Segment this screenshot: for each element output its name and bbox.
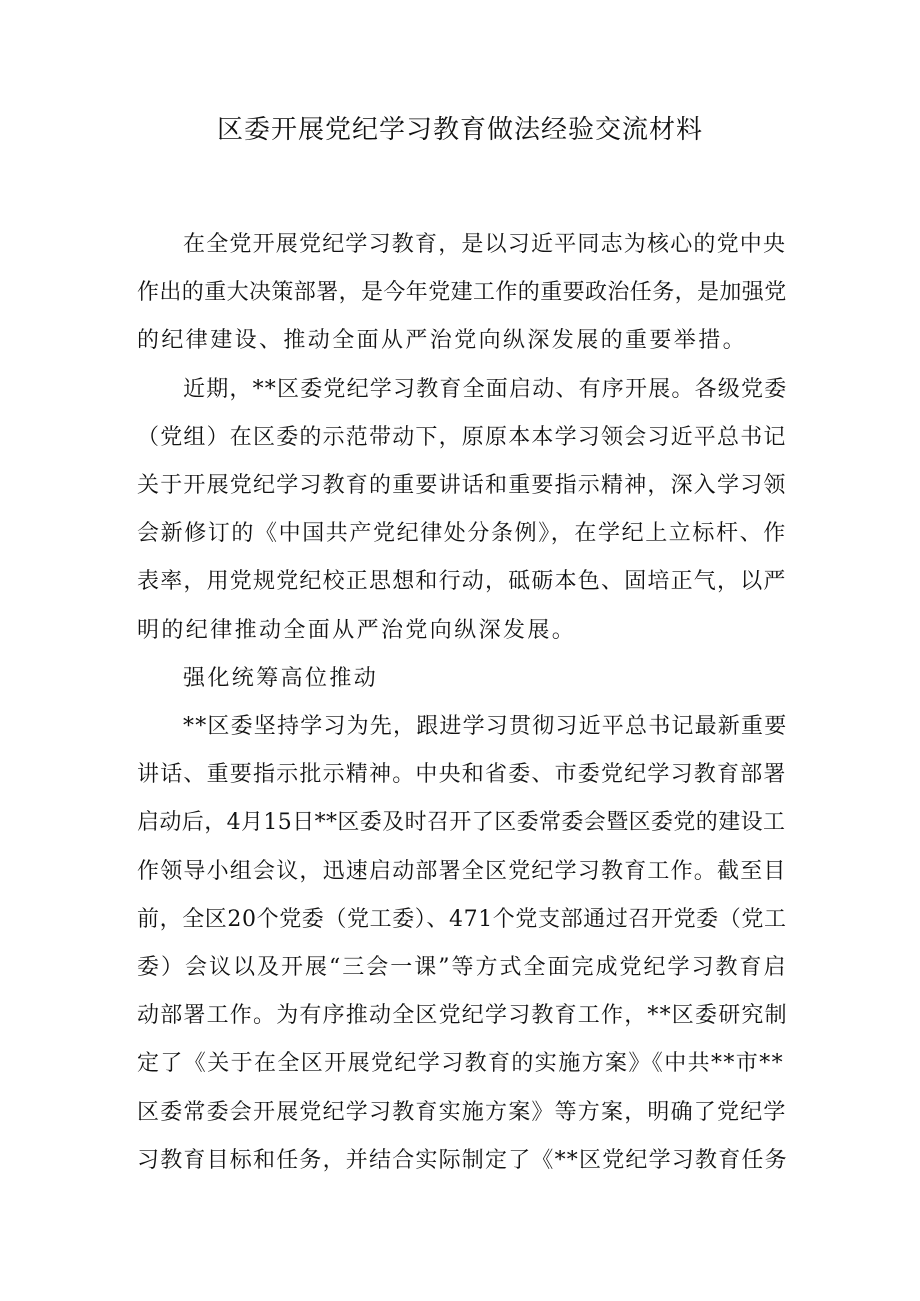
body-line: 作领导小组会议，迅速启动部署全区党纪学习教育工作。截至目 [137, 859, 787, 884]
body-line: 的纪律建设、推动全面从严治党向纵深发展的重要举措。 [137, 328, 748, 353]
body-line: 动部署工作。为有序推动全区党纪学习教育工作，**区委研究制 [137, 1003, 788, 1028]
body-line: 会新修订的《中国共产党纪律处分条例》，在学纪上立标杆、作 [137, 521, 787, 546]
body-line: 明的纪律推动全面从严治党向纵深发展。 [137, 618, 577, 643]
body-line: 讲话、重要指示批示精神。中央和省委、市委党纪学习教育部署 [137, 762, 787, 787]
body-line: 近期，**区委党纪学习教育全面启动、有序开展。各级党委 [183, 377, 788, 402]
body-line: （党组）在区委的示范带动下，原原本本学习领会习近平总书记 [137, 425, 787, 450]
body-line: 习教育目标和任务，并结合实际制定了《**区党纪学习教育任务 [137, 1148, 788, 1173]
body-line: 委）会议以及开展“三会一课”等方式全面完成党纪学习教育启 [137, 955, 788, 980]
document-title: 区委开展党纪学习教育做法经验交流材料 [216, 115, 703, 145]
body-line: 定了《关于在全区开展党纪学习教育的实施方案》《中共**市** [137, 1051, 785, 1076]
body-line: 前，全区20个党委（党工委）、471个党支部通过召开党委（党工 [137, 907, 787, 932]
section-heading: 强化统筹高位推动 [183, 666, 379, 691]
body-line: **区委坚持学习为先，跟进学习贯彻习近平总书记最新重要 [183, 714, 788, 739]
body-line: 启动后，4月15日**区委及时召开了区委常委会暨区委党的建设工 [137, 810, 786, 835]
body-line: 关于开展党纪学习教育的重要讲话和重要指示精神，深入学习领 [137, 473, 787, 498]
body-line: 在全党开展党纪学习教育，是以习近平同志为核心的党中央 [183, 232, 787, 257]
body-line: 表率，用党规党纪校正思想和行动，砥砺本色、固培正气，以严 [137, 569, 787, 594]
body-line: 区委常委会开展党纪学习教育实施方案》等方案，明确了党纪学 [137, 1100, 787, 1125]
body-line: 作出的重大决策部署，是今年党建工作的重要政治任务，是加强党 [137, 280, 787, 305]
